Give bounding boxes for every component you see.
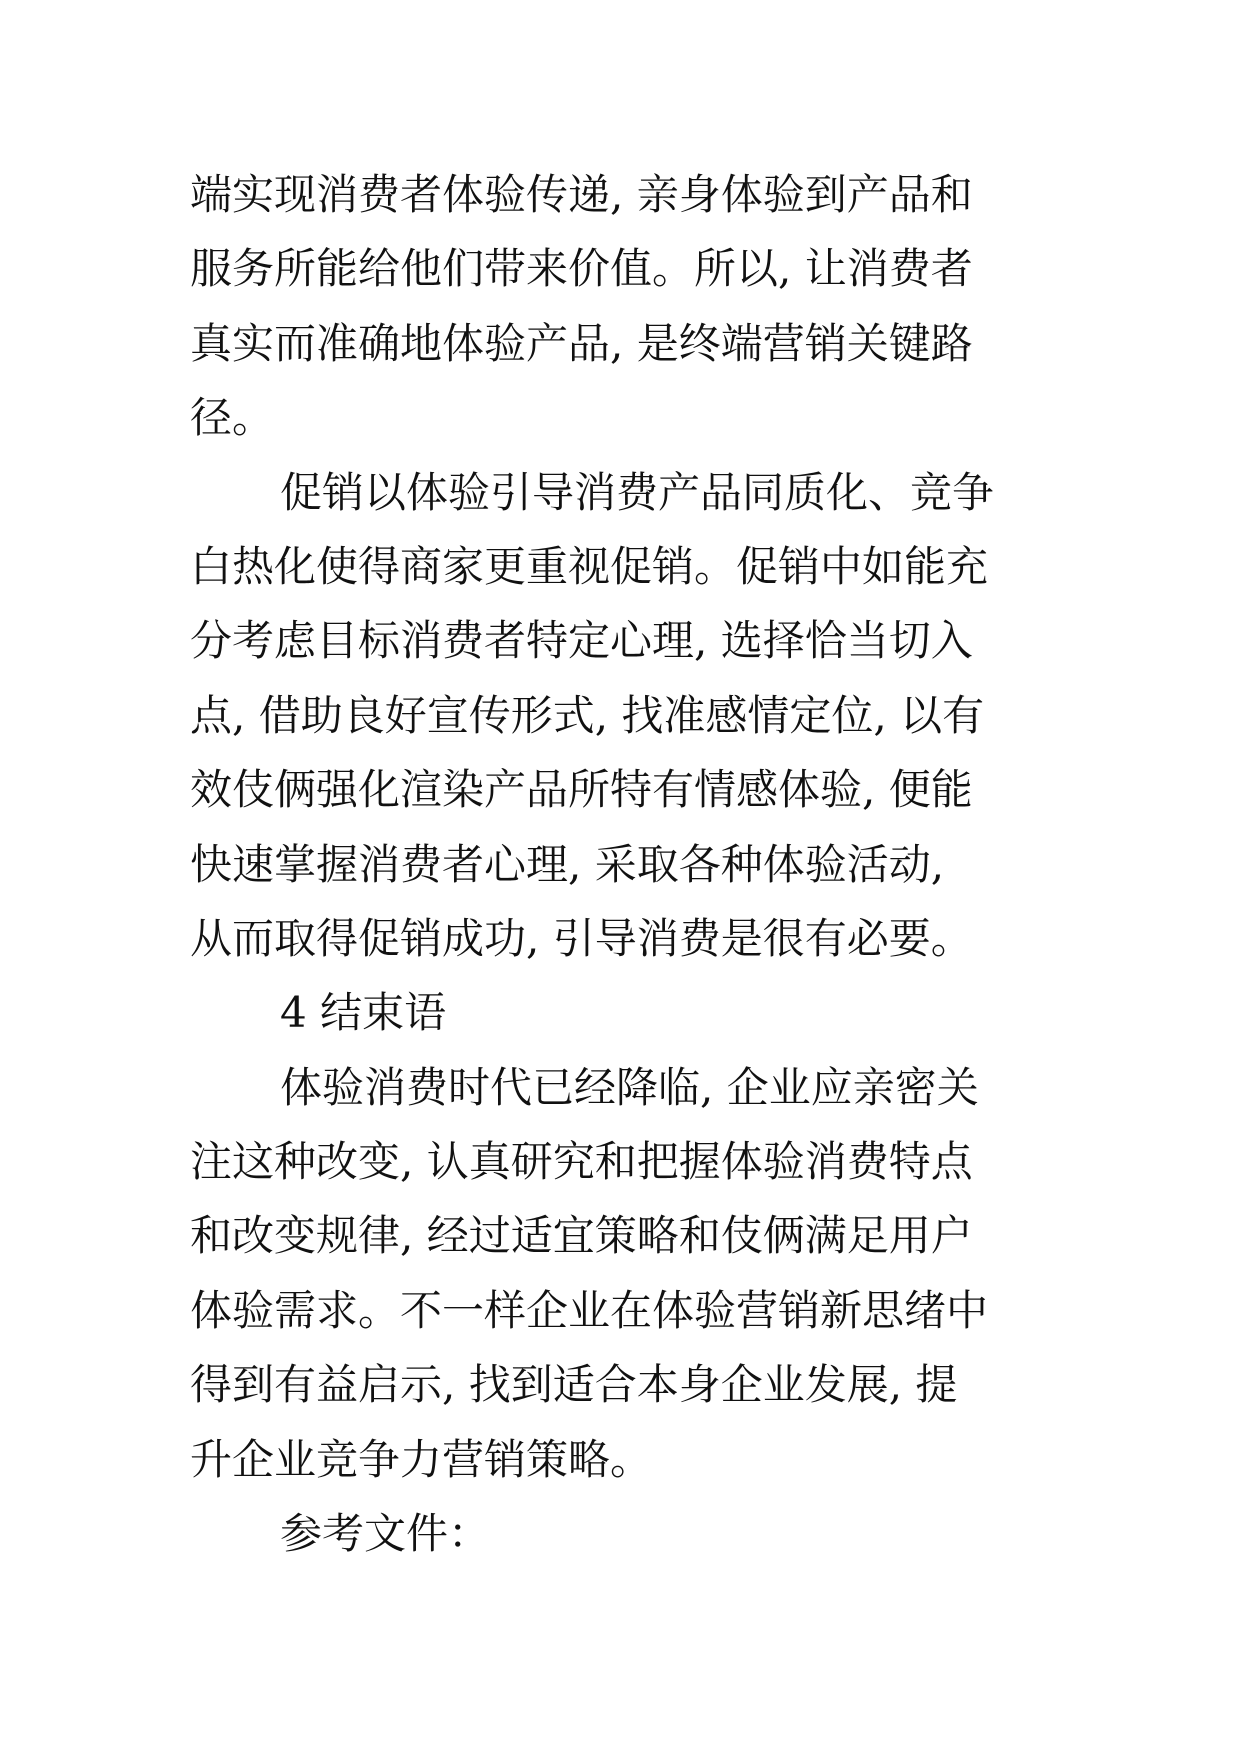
text-line: 点, 借助良好宣传形式, 找准感情定位, 以有: [190, 690, 985, 740]
text-line: 得到有益启示, 找到适合本身企业发展, 提: [190, 1360, 958, 1410]
text-line: 注这种改变, 认真研究和把握体验消费特点: [190, 1137, 973, 1187]
text-line: 服务所能给他们带来价值。所以, 让消费者: [190, 244, 973, 294]
section-heading: 4 结束语: [280, 988, 447, 1038]
text-line: 从而取得促销成功, 引导消费是很有必要。: [190, 913, 973, 963]
text-line: 效伎俩强化渲染产品所特有情感体验, 便能: [190, 765, 973, 815]
paragraph-first-line: 体验消费时代已经降临, 企业应亲密关: [280, 1062, 979, 1112]
text-line: 和改变规律, 经过适宜策略和伎俩满足用户: [190, 1211, 973, 1261]
text-line: 体验需求。不一样企业在体验营销新思绪中: [190, 1285, 989, 1335]
text-line: 升企业竞争力营销策略。: [190, 1434, 653, 1484]
text-line: 端实现消费者体验传递, 亲身体验到产品和: [190, 170, 973, 219]
references-heading: 参考文件：: [280, 1509, 491, 1559]
text-line: 径。: [190, 393, 275, 443]
text-line: 白热化使得商家更重视促销。促销中如能充: [190, 541, 989, 591]
text-line: 分考虑目标消费者特定心理, 选择恰当切入: [190, 616, 973, 666]
paragraph-first-line: 促销以体验引导消费产品同质化、竞争: [280, 467, 995, 517]
text-line: 快速掌握消费者心理, 采取各种体验活动,: [190, 839, 945, 889]
text-line: 真实而准确地体验产品, 是终端营销关键路: [190, 318, 973, 368]
document-body: [190, 158, 1090, 1571]
